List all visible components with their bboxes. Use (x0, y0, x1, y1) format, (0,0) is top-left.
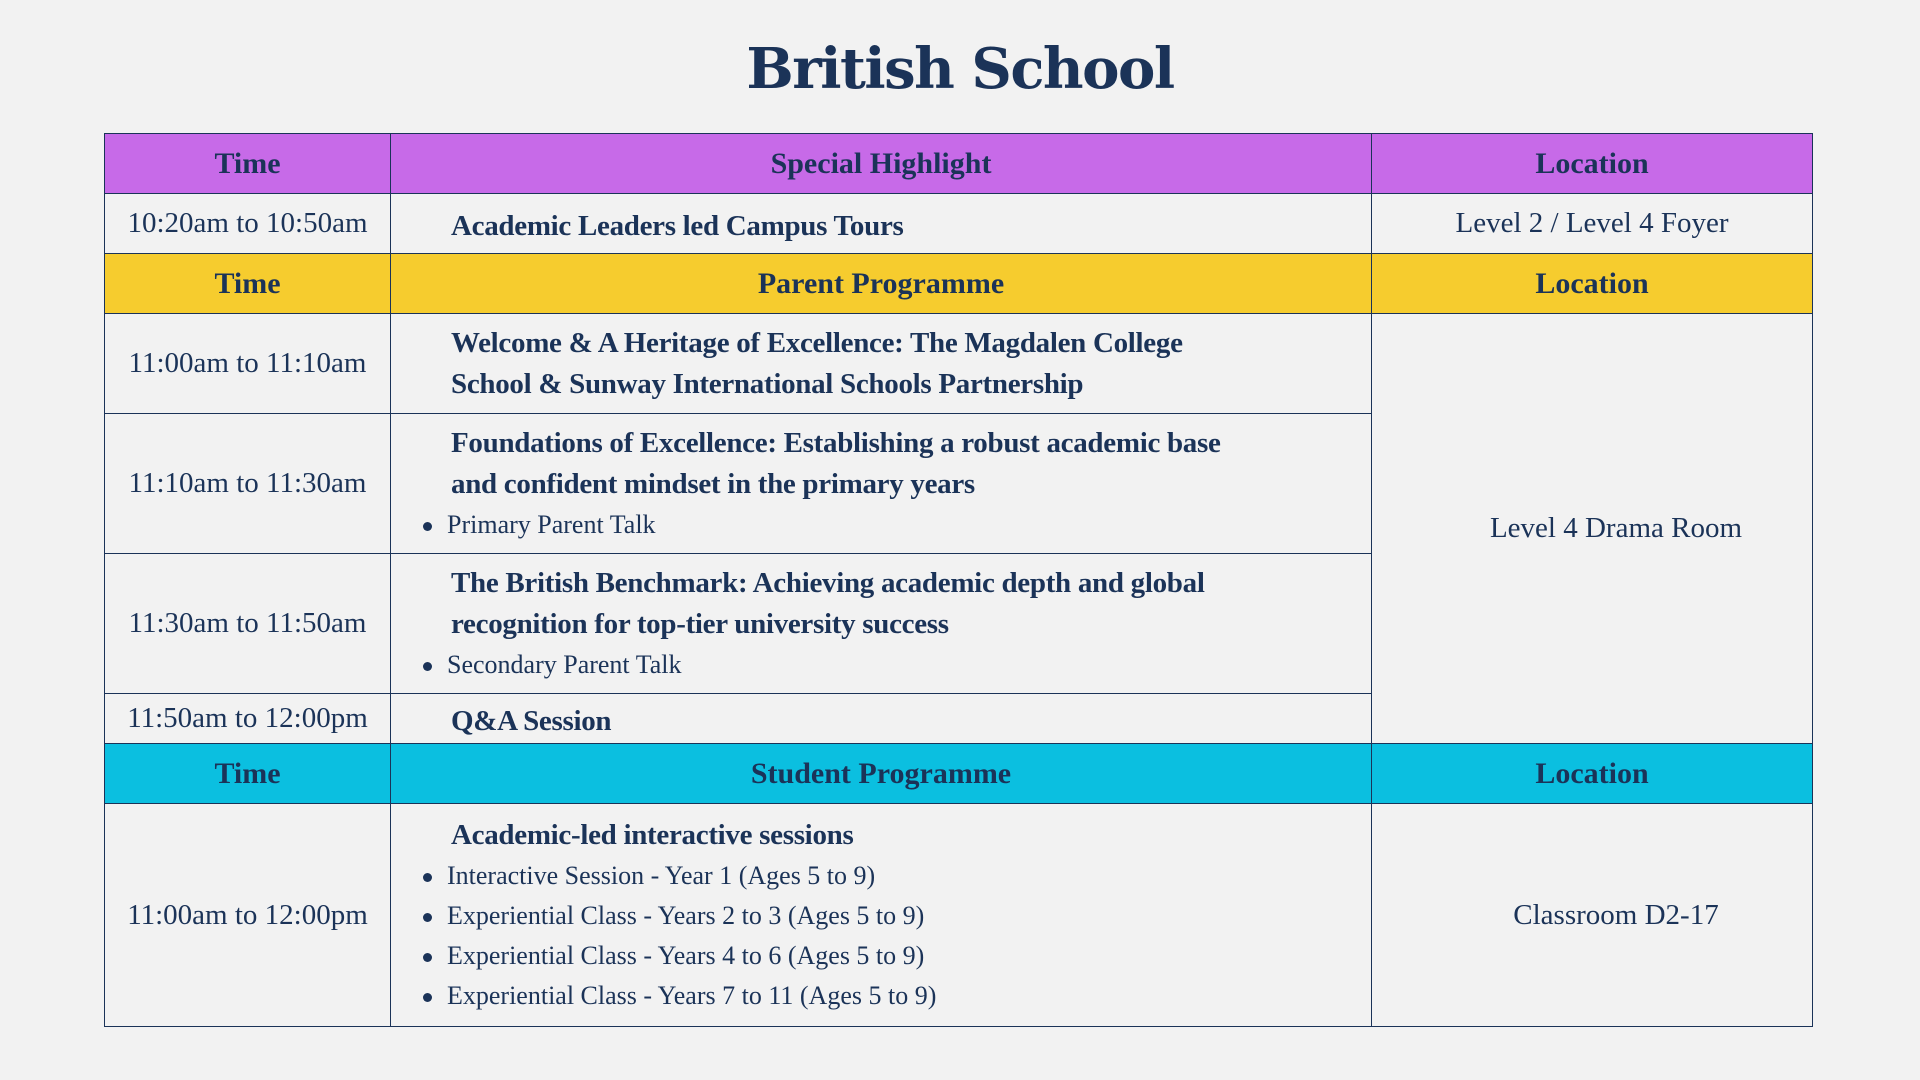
session-time: 11:10am to 11:30am (105, 414, 391, 554)
session-cell (391, 194, 1372, 254)
session-location: Level 2 / Level 4 Foyer (1372, 194, 1813, 254)
student-title-header: Student Programme (391, 744, 1372, 804)
table-row (105, 314, 1813, 414)
session-time: 11:00am to 12:00pm (105, 804, 391, 1027)
parent-header-row (105, 254, 1813, 314)
table-row (105, 804, 1813, 1027)
session-bullets (421, 645, 1371, 685)
parent-title-header: Parent Programme (391, 254, 1372, 314)
student-header-row (105, 744, 1813, 804)
session-cell (391, 694, 1372, 744)
list-item: Secondary Parent Talk (421, 645, 1371, 685)
session-time: 10:20am to 10:50am (105, 194, 391, 254)
session-time: 11:50am to 12:00pm (105, 694, 391, 744)
highlight-title-header: Special Highlight (391, 134, 1372, 194)
session-title: Foundations of Excellence: Establishing a robust academic base and confident mindset in the primary years (451, 426, 1221, 500)
student-location: Classroom D2-17 (1372, 804, 1813, 1027)
list-item: Interactive Session - Year 1 (Ages 5 to 9) (421, 856, 1371, 896)
highlight-time-header: Time (105, 134, 391, 194)
parent-location-header: Location (1372, 254, 1813, 314)
session-title: Q&A Session (451, 705, 612, 737)
list-item: Primary Parent Talk (421, 505, 1371, 545)
session-time: 11:30am to 11:50am (105, 554, 391, 694)
list-item: Experiential Class - Years 7 to 11 (Ages 5 to 9) (421, 976, 1371, 1016)
highlight-location-header: Location (1372, 134, 1813, 194)
session-title: The British Benchmark: Achieving academic depth and global recognition for top-tier university success (451, 566, 1205, 640)
session-title: Academic Leaders led Campus Tours (451, 210, 904, 242)
session-cell (391, 314, 1372, 414)
session-cell (391, 804, 1372, 1027)
highlight-header-row (105, 134, 1813, 194)
student-time-header: Time (105, 744, 391, 804)
parent-time-header: Time (105, 254, 391, 314)
session-title: Academic-led interactive sessions (451, 818, 854, 851)
student-location-header: Location (1372, 744, 1813, 804)
list-item: Experiential Class - Years 2 to 3 (Ages 5 to 9) (421, 896, 1371, 936)
session-title: Welcome & A Heritage of Excellence: The Magdalen College School & Sunway International Schools Partnership (451, 326, 1183, 400)
list-item: Experiential Class - Years 4 to 6 (Ages 5 to 9) (421, 936, 1371, 976)
session-bullets (421, 505, 1371, 545)
schedule-table (104, 133, 1813, 1027)
session-time: 11:00am to 11:10am (105, 314, 391, 414)
session-cell (391, 554, 1372, 694)
session-bullets (421, 856, 1371, 1016)
table-row (105, 194, 1813, 254)
page-title: British School (746, 36, 1174, 102)
parent-location: Level 4 Drama Room (1372, 314, 1813, 744)
session-cell (391, 414, 1372, 554)
